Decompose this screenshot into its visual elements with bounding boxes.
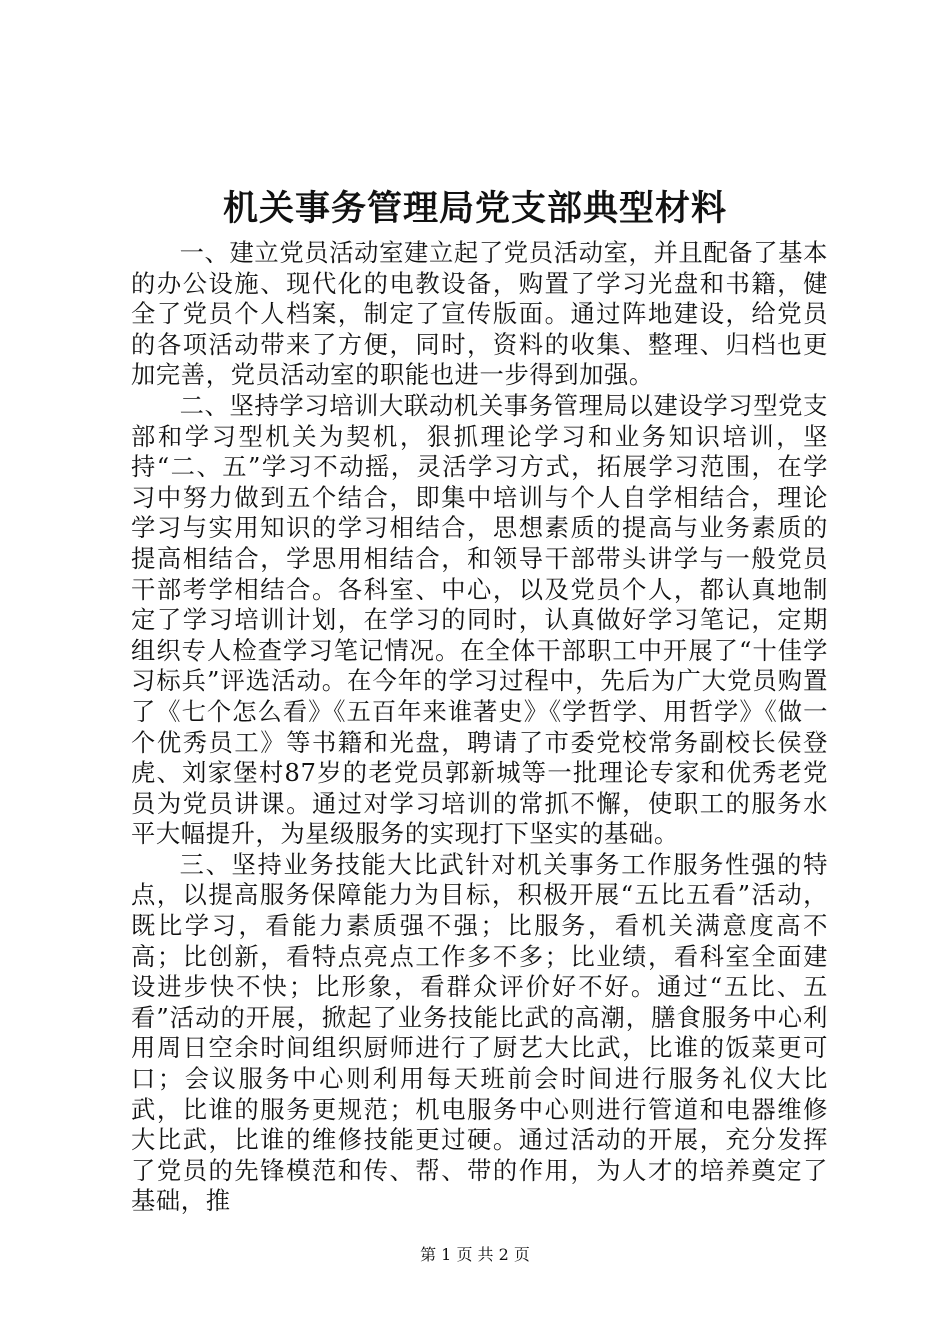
paragraph-3: 三、坚持业务技能大比武针对机关事务工作服务性强的特点，以提高服务保障能力为目标，积极开展“五比五看”活动，既比学习，看能力素质强不强；比服务，看机关满意度高不高；比创新，看特点亮点工作多不多；比业绩，看科室全面建设进步快不快；比形象，看群众评价好不好。通过“五比、五看”活动的开展，掀起了业务技能比武的高潮，膳食服务中心利用周日空余时间组织厨师进行了厨艺大比武，比谁的饭菜更可口；会议服务中心则利用每天班前会时间进行服务礼仪大比武，比谁的服务更规范；机电服务中心则进行管道和电器维修大比武，比谁的维修技能更过硬。通过活动的开展，充分发挥了党员的先锋模范和传、帮、带的作用，为人才的培养奠定了基础，推 bbox=[131, 849, 828, 1216]
document-body bbox=[131, 238, 828, 1217]
paragraph-2: 二、坚持学习培训大联动机关事务管理局以建设学习型党支部和学习型机关为契机，狠抓理论学习和业务知识培训，坚持“二、五”学习不动摇，灵活学习方式，拓展学习范围，在学习中努力做到五个结合，即集中培训与个人自学相结合，理论学习与实用知识的学习相结合，思想素质的提高与业务素质的提高相结合，学思用相结合，和领导干部带头讲学与一般党员干部考学相结合。各科室、中心，以及党员个人，都认真地制定了学习培训计划，在学习的同时，认真做好学习笔记，定期组织专人检查学习笔记情况。在全体干部职工中开展了“十佳学习标兵”评选活动。在今年的学习过程中，先后为广大党员购置了《七个怎么看》《五百年来谁著史》《学哲学、用哲学》《做一个优秀员工》等书籍和光盘，聘请了市委党校常务副校长侯登虎、刘家堡村87岁的老党员郭新城等一批理论专家和优秀老党员为党员讲课。通过对学习培训的常抓不懈，使职工的服务水平大幅提升，为星级服务的实现打下坚实的基础。 bbox=[131, 390, 828, 849]
page-number-footer: 第 1 页 共 2 页 bbox=[420, 1245, 530, 1264]
paragraph-1: 一、建立党员活动室建立起了党员活动室，并且配备了基本的办公设施、现代化的电教设备，购置了学习光盘和书籍，健全了党员个人档案，制定了宣传版面。通过阵地建设，给党员的各项活动带来了方便，同时，资料的收集、整理、归档也更加完善，党员活动室的职能也进一步得到加强。 bbox=[131, 238, 828, 390]
document-title: 机关事务管理局党支部典型材料 bbox=[222, 188, 727, 229]
